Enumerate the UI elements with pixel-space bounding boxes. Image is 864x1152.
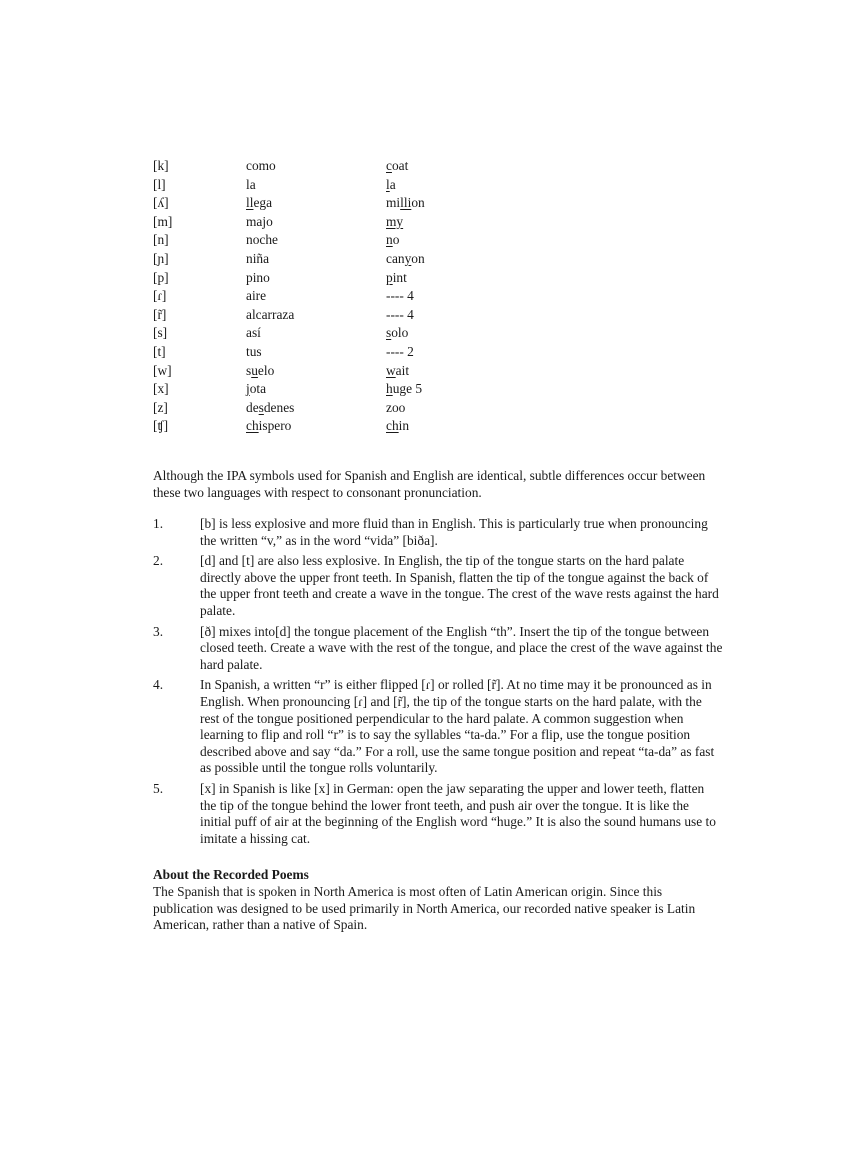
intro-paragraph: Although the IPA symbols used for Spanish and English are identical, subtle differences occur between these two languages with respect to consonant pronunciation.	[153, 468, 706, 500]
word-segment: noche	[246, 232, 278, 248]
english-example	[386, 213, 403, 232]
ipa-symbol: [ʎ]	[153, 195, 169, 211]
word-segment: ---- 4	[386, 306, 414, 322]
pronunciation-notes-list	[153, 516, 723, 851]
english-example	[386, 194, 425, 213]
english-example	[386, 417, 409, 436]
word-segment: s	[386, 325, 392, 341]
word-segment: int	[392, 269, 407, 285]
spanish-example	[246, 231, 278, 250]
word-segment: y	[404, 250, 412, 266]
word-segment: olo	[391, 325, 409, 341]
word-segment: in	[398, 418, 410, 434]
word-segment: p	[386, 269, 393, 285]
spanish-example	[246, 324, 261, 343]
word-segment: ll	[246, 195, 254, 211]
ipa-symbol: [s]	[153, 325, 168, 341]
word-segment: ch	[386, 418, 399, 434]
word-segment: s	[246, 362, 252, 378]
word-segment: elo	[257, 362, 275, 378]
word-segment: mi	[386, 195, 401, 211]
spanish-example	[246, 194, 272, 213]
english-example	[386, 287, 414, 306]
word-segment: ota	[249, 381, 267, 397]
ipa-symbol: [ɲ]	[153, 250, 169, 266]
word-segment: como	[246, 158, 276, 173]
word-segment: o	[392, 232, 400, 248]
word-segment: my	[386, 213, 404, 229]
ipa-symbol: [l]	[153, 176, 166, 192]
spanish-example	[246, 417, 291, 436]
ipa-symbol: [z]	[153, 399, 168, 415]
word-segment: ch	[246, 418, 259, 434]
english-example	[386, 380, 422, 399]
spanish-example	[246, 269, 270, 288]
note-text: [x] in Spanish is like [x] in German: open the jaw separating the upper and lower teeth, flatten the tip of the tongue behind the lower front teeth, and push air over the tongue. It is like the initial puff of air at the beginning of the English word “huge.” It is also the sound humans use to imitate a hissing cat.	[200, 780, 716, 846]
english-example	[386, 231, 399, 250]
word-segment: pino	[246, 269, 270, 285]
word-segment: denes	[263, 399, 295, 415]
ipa-symbol: [ɾ]	[153, 288, 167, 304]
ipa-symbol: [w]	[153, 362, 172, 378]
word-segment: can	[386, 250, 405, 266]
spanish-example	[246, 250, 269, 269]
english-example	[386, 269, 407, 288]
ipa-symbol: [t]	[153, 343, 166, 359]
word-segment: h	[386, 381, 393, 397]
word-segment: l	[386, 176, 390, 192]
word-segment: ---- 2	[386, 343, 414, 359]
note-number: 5.	[153, 780, 164, 796]
word-segment: así	[246, 325, 261, 341]
english-example	[386, 343, 414, 362]
note-number: 2.	[153, 553, 164, 569]
spanish-example	[246, 306, 294, 325]
word-segment: u	[251, 362, 258, 378]
spanish-example	[246, 343, 262, 362]
english-example	[386, 399, 405, 418]
note-text: [b] is less explosive and more fluid than in English. This is particularly true when pronouncing the written “v,” as in the word “vida” [biða].	[200, 516, 708, 548]
note-text: [ð] mixes into[d] the tongue placement of the English “th”. Insert the tip of the tongue between closed teeth. Create a wave with the rest of the tongue, and place the crest of the wave against the hard palate.	[200, 623, 723, 672]
spanish-example	[246, 287, 266, 306]
ipa-symbol: [n]	[153, 232, 169, 248]
note-number: 1.	[153, 516, 164, 531]
ipa-symbol: [x]	[153, 381, 169, 397]
word-segment: on	[411, 195, 425, 211]
word-segment: zoo	[386, 399, 406, 415]
word-segment: aire	[246, 288, 267, 304]
word-segment: oat	[391, 158, 409, 173]
word-segment: uge 5	[392, 381, 423, 397]
word-segment: alcarraza	[246, 306, 295, 322]
word-segment: ait	[395, 362, 410, 378]
ipa-symbol: [r̃]	[153, 306, 167, 322]
word-segment: c	[386, 158, 392, 173]
spanish-example	[246, 380, 266, 399]
recorded-poems-paragraph: The Spanish that is spoken in North America is most often of Latin American origin. Since this publication was designed to be used primarily in North America, our recorded native speaker is Latin American, rather than a native of Spain.	[153, 884, 696, 933]
word-segment: w	[386, 362, 396, 378]
word-segment: lli	[400, 195, 412, 211]
note-number: 4.	[153, 677, 164, 693]
word-segment: j	[246, 381, 250, 397]
ipa-symbol: [p]	[153, 269, 169, 285]
word-segment: ega	[253, 195, 273, 211]
english-example	[386, 176, 396, 195]
note-text: In Spanish, a written “r” is either flipped [ɾ] or rolled [r̃]. At no time may it be pronounced as in English. When pronouncing [ɾ] and [r̃], the tip of the tongue starts on the hard palate, with the rest of the tongue positioned perpendicular to the hard palate. A common suggestion when learning to flip and roll “r” is to say the syllables “ta-da.” For a flip, use the tongue position described above and say “da.” For a roll, use the same tongue position and repeat “ta-da” as fast as possible until the tongue rolls voluntarily.	[200, 677, 715, 776]
english-example	[386, 157, 408, 176]
ipa-symbol: [m]	[153, 213, 173, 229]
note-text: [d] and [t] are also less explosive. In English, the tip of the tongue starts on the hard palate directly above the upper front teeth. In Spanish, flatten the tip of the tongue against the back of the upper front teeth and create a wave in the tongue. The crest of the wave rests against the hard palate.	[200, 553, 719, 618]
word-segment: ---- 4	[386, 288, 414, 304]
note-item	[153, 624, 723, 674]
word-segment: de	[246, 399, 259, 415]
word-segment: a	[389, 176, 396, 192]
spanish-example	[246, 213, 273, 232]
english-example	[386, 306, 414, 325]
word-segment: tus	[246, 343, 262, 359]
word-segment: la	[246, 176, 256, 192]
recorded-poems-heading: About the Recorded Poems	[153, 867, 309, 882]
english-example	[386, 250, 425, 269]
word-segment: majo	[246, 213, 273, 229]
ipa-symbol: [k]	[153, 158, 169, 173]
word-segment: niña	[246, 250, 270, 266]
spanish-example	[246, 157, 276, 176]
ipa-symbol: [ʧ]	[153, 418, 169, 434]
note-item	[153, 677, 723, 777]
english-example	[386, 362, 409, 381]
note-item	[153, 781, 723, 847]
word-segment: on	[411, 250, 425, 266]
note-item	[153, 553, 723, 619]
spanish-example	[246, 399, 294, 418]
spanish-example	[246, 176, 256, 195]
word-segment: ispero	[258, 418, 292, 434]
spanish-example	[246, 362, 274, 381]
note-item	[153, 516, 723, 549]
word-segment: n	[386, 232, 393, 248]
word-segment: s	[258, 399, 264, 415]
note-number: 3.	[153, 623, 164, 639]
english-example	[386, 324, 408, 343]
